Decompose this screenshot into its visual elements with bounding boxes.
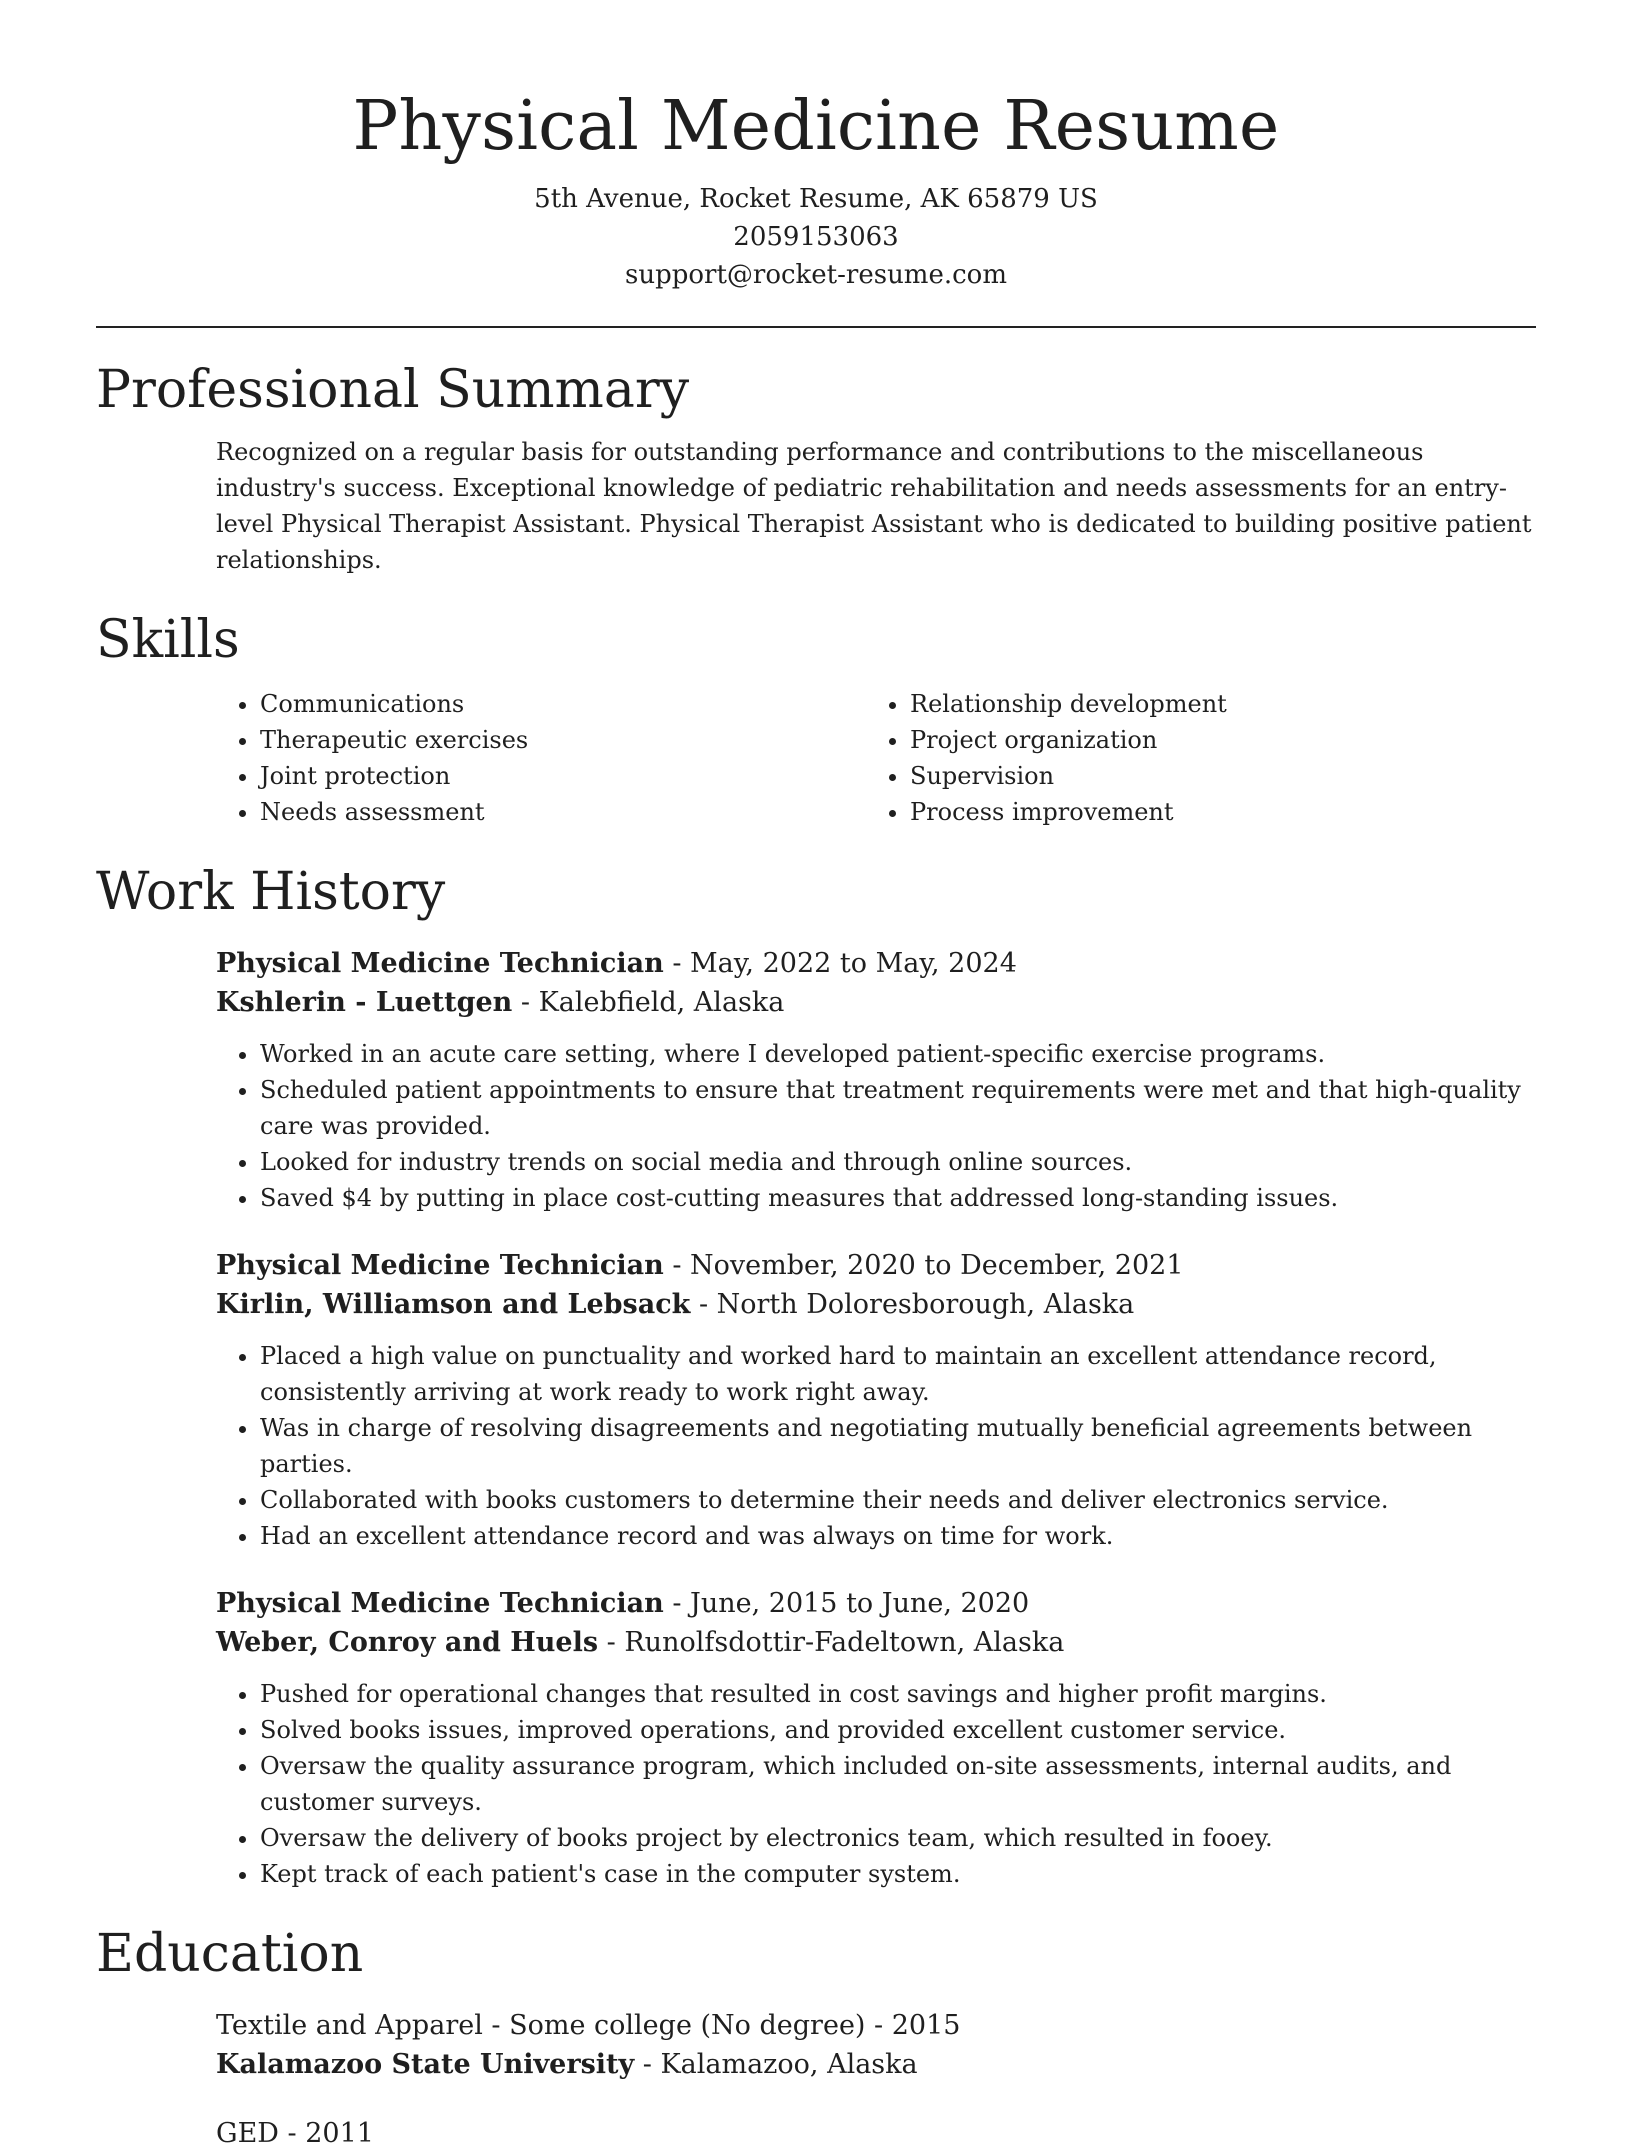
education-section — [96, 1922, 1536, 2153]
skills-list-right — [866, 686, 1516, 830]
job-bullet: • Collaborated with books customers to determine their needs and deliver electronics service. — [260, 1482, 1536, 1518]
skills-section — [96, 608, 1536, 830]
job-bullet: • Placed a high value on punctuality and worked hard to maintain an excellent attendance record, consistently arriving at work ready to work right away. — [260, 1338, 1536, 1410]
company-name: Kirlin, Williamson and Lebsack — [216, 1289, 691, 1320]
job-bullets — [216, 1036, 1536, 1216]
job-bullet: • Was in charge of resolving disagreements and negotiating mutually beneficial agreements between parties. — [260, 1410, 1536, 1482]
contact-phone: 2059153063 — [733, 222, 899, 252]
job-location: - Kalebfield, Alaska — [512, 987, 785, 1018]
resume-title: Physical Medicine Resume — [352, 87, 1280, 166]
job-bullet: • Oversaw the delivery of books project by electronics team, which resulted in fooey. — [260, 1820, 1536, 1856]
job-bullet: • Saved $4 by putting in place cost-cutting measures that addressed long-standing issues. — [260, 1180, 1536, 1216]
section-title-work-history: Work History — [96, 862, 446, 922]
education-school-line — [216, 2045, 1536, 2084]
job-bullet: • Solved books issues, improved operations, and provided excellent customer service. — [260, 1712, 1536, 1748]
job-bullet: • Worked in an acute care setting, where I developed patient-specific exercise programs. — [260, 1036, 1536, 1072]
job-dates: - May, 2022 to May, 2024 — [663, 948, 1017, 979]
job-entry — [216, 1584, 1536, 1892]
education-entry — [216, 2006, 1536, 2084]
job-title: Physical Medicine Technician — [216, 948, 664, 979]
skill-item: • Joint protection — [260, 758, 866, 794]
section-title-summary: Professional Summary — [96, 360, 690, 420]
job-entry — [216, 944, 1536, 1216]
contact-email: support@rocket-resume.com — [624, 260, 1007, 290]
job-employer — [216, 1285, 1536, 1324]
professional-summary-section — [96, 358, 1536, 578]
skills-list-left — [216, 686, 866, 830]
company-name: Kshlerin - Luettgen — [216, 987, 513, 1018]
skill-item: • Therapeutic exercises — [260, 722, 866, 758]
job-location: - North Doloresborough, Alaska — [690, 1289, 1135, 1320]
job-bullet: • Looked for industry trends on social media and through online sources. — [260, 1144, 1536, 1180]
skill-item: • Process improvement — [910, 794, 1516, 830]
section-title-skills: Skills — [96, 610, 240, 670]
job-heading — [216, 1246, 1536, 1285]
job-location: - Runolfsdottir-Fadeltown, Alaska — [598, 1627, 1065, 1658]
header-divider — [96, 326, 1536, 328]
education-entry — [216, 2114, 1536, 2153]
education-degree: Textile and Apparel - Some college (No degree) - 2015 — [216, 2010, 961, 2041]
summary-text: Recognized on a regular basis for outstanding performance and contributions to the miscellaneous industry's success. Exceptional knowledge of pediatric rehabilitation and needs assessments for an entry-level Physical Therapist Assistant. Physical Therapist Assistant who is dedicated to building positive patient relationships. — [216, 438, 1532, 574]
resume-header — [96, 0, 1536, 294]
job-dates: - November, 2020 to December, 2021 — [663, 1250, 1184, 1281]
job-employer — [216, 1623, 1536, 1662]
job-dates: - June, 2015 to June, 2020 — [663, 1588, 1030, 1619]
skill-item: • Communications — [260, 686, 866, 722]
company-name: Weber, Conroy and Huels — [216, 1627, 599, 1658]
job-title: Physical Medicine Technician — [216, 1588, 664, 1619]
resume-page — [96, 0, 1536, 2153]
school-name: Kalamazoo State University — [216, 2049, 635, 2080]
contact-info — [96, 180, 1536, 294]
job-bullets — [216, 1676, 1536, 1892]
job-bullets — [216, 1338, 1536, 1554]
school-location: - Kalamazoo, Alaska — [634, 2049, 918, 2080]
skill-item: • Relationship development — [910, 686, 1516, 722]
job-bullet: • Kept track of each patient's case in the computer system. — [260, 1856, 1536, 1892]
skills-grid — [216, 686, 1536, 830]
job-heading — [216, 944, 1536, 983]
job-title: Physical Medicine Technician — [216, 1250, 664, 1281]
job-heading — [216, 1584, 1536, 1623]
contact-address: 5th Avenue, Rocket Resume, AK 65879 US — [534, 184, 1098, 214]
section-title-education: Education — [96, 1924, 364, 1984]
job-bullet: • Oversaw the quality assurance program, which included on-site assessments, internal audits, and customer surveys. — [260, 1748, 1536, 1820]
skill-item: • Supervision — [910, 758, 1516, 794]
skill-item: • Needs assessment — [260, 794, 866, 830]
job-bullet: • Scheduled patient appointments to ensure that treatment requirements were met and that high-quality care was provided. — [260, 1072, 1536, 1144]
work-history-section — [96, 860, 1536, 1892]
skill-item: • Project organization — [910, 722, 1516, 758]
job-employer — [216, 983, 1536, 1022]
job-entry — [216, 1246, 1536, 1554]
job-bullet: • Pushed for operational changes that resulted in cost savings and higher profit margins. — [260, 1676, 1536, 1712]
education-degree: GED - 2011 — [216, 2118, 374, 2149]
job-bullet: • Had an excellent attendance record and was always on time for work. — [260, 1518, 1536, 1554]
